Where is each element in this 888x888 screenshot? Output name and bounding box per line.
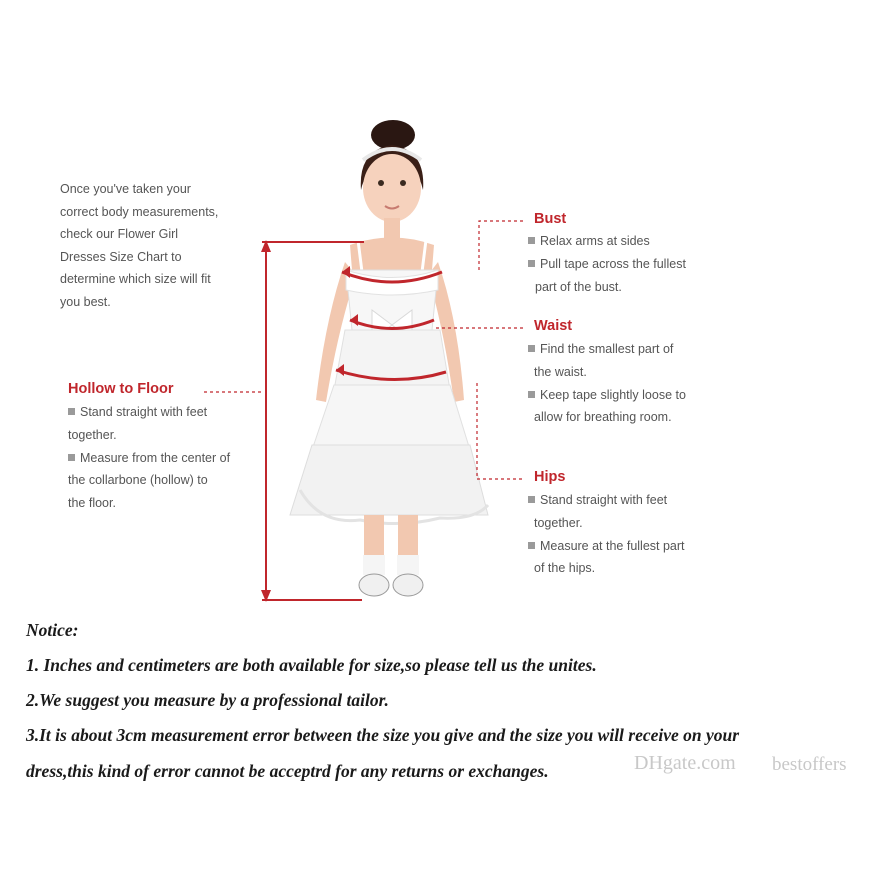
waist-instructions bbox=[528, 338, 686, 429]
instruction-line: allow for breathing room. bbox=[534, 410, 672, 425]
notice-line-4: dress,this kind of error cannot be acceptrd for any returns or exchanges. bbox=[26, 761, 549, 781]
bullet-square-icon bbox=[68, 454, 75, 461]
intro-line: determine which size will fit bbox=[60, 272, 211, 286]
instruction-line: Pull tape across the fullest bbox=[528, 253, 686, 276]
intro-line: Dresses Size Chart to bbox=[60, 249, 182, 264]
instruction-line: Stand straight with feet bbox=[68, 401, 230, 424]
instruction-line: Relax arms at sides bbox=[528, 230, 686, 253]
bust-section bbox=[528, 211, 686, 298]
instruction-line: the waist. bbox=[534, 364, 587, 379]
watermark-logo: DHgate.com bbox=[634, 752, 736, 774]
instruction-line: Stand straight with feet bbox=[528, 489, 685, 512]
intro-line: check our Flower Girl bbox=[60, 227, 179, 241]
bust-heading: Bust bbox=[534, 211, 567, 227]
hollow-instructions bbox=[68, 401, 230, 515]
notice-line-2: 2.We suggest you measure by a professional tailor. bbox=[26, 690, 389, 710]
instruction-line: Keep tape slightly loose to bbox=[528, 384, 686, 407]
waist-section bbox=[528, 318, 686, 429]
hips-heading: Hips bbox=[534, 469, 566, 485]
bullet-square-icon bbox=[528, 542, 535, 549]
bust-instructions bbox=[528, 230, 686, 298]
instruction-line: the floor. bbox=[68, 496, 116, 511]
intro-line: correct body measurements, bbox=[60, 204, 219, 219]
intro-line: you best. bbox=[60, 294, 111, 309]
watermark-store: bestoffers bbox=[772, 754, 847, 775]
instruction-line: together. bbox=[68, 427, 117, 442]
hips-instructions bbox=[528, 489, 685, 580]
notice-line-1: 1. Inches and centimeters are both available for size,so please tell us the unites. bbox=[26, 655, 597, 675]
bullet-square-icon bbox=[68, 408, 75, 415]
hollow-section bbox=[68, 381, 230, 515]
hips-section bbox=[528, 469, 685, 580]
instruction-line: the collarbone (hollow) to bbox=[68, 473, 208, 488]
instruction-line: of the hips. bbox=[534, 561, 596, 576]
girl-illustration bbox=[290, 120, 488, 596]
notice-line-3: 3.It is about 3cm measurement error between the size you give and the size you will receive on your bbox=[26, 725, 740, 745]
notice-title: Notice: bbox=[26, 620, 79, 640]
bullet-square-icon bbox=[528, 237, 535, 244]
waist-heading: Waist bbox=[534, 318, 573, 334]
instruction-line: Measure at the fullest part bbox=[528, 535, 685, 558]
bullet-square-icon bbox=[528, 391, 535, 398]
instruction-line: part of the bust. bbox=[535, 279, 622, 294]
bullet-square-icon bbox=[528, 345, 535, 352]
hollow-heading: Hollow to Floor bbox=[68, 381, 174, 397]
intro-line: Once you've taken your bbox=[60, 182, 191, 196]
instruction-line: Find the smallest part of bbox=[528, 338, 686, 361]
instruction-line: together. bbox=[534, 515, 583, 530]
bullet-square-icon bbox=[528, 260, 535, 267]
instruction-line: Measure from the center of bbox=[68, 447, 230, 470]
bullet-square-icon bbox=[528, 496, 535, 503]
